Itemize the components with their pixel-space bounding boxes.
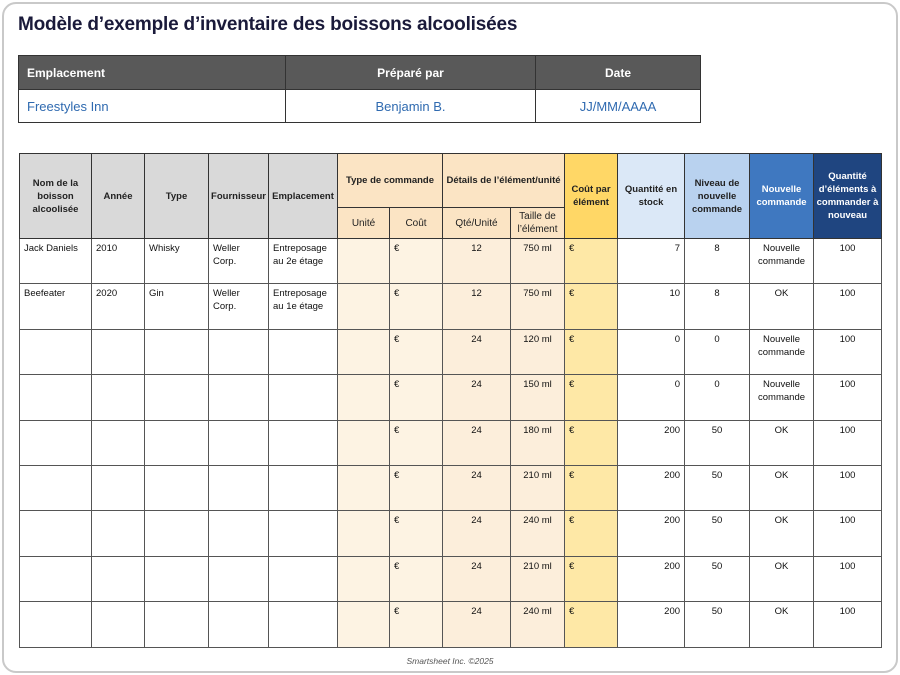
cell-year[interactable] — [92, 602, 145, 647]
page-title: Modèle d’exemple d’inventaire des boissons alcoolisées — [18, 14, 518, 35]
cell-qty-per-unit[interactable]: 24 — [443, 329, 511, 374]
col-header-item-size: Taille de l’élément — [511, 208, 565, 239]
cell-type[interactable]: Whisky — [145, 239, 209, 284]
cell-cost-per-item[interactable]: € — [565, 284, 618, 329]
cell-cost-per-item[interactable]: € — [565, 420, 618, 465]
info-table — [18, 55, 701, 123]
table-row — [20, 556, 882, 601]
cell-year[interactable] — [92, 375, 145, 420]
cell-unit[interactable] — [338, 375, 390, 420]
info-value-row — [19, 90, 701, 123]
table-row — [20, 284, 882, 329]
cell-year[interactable] — [92, 511, 145, 556]
cell-qty-in-stock[interactable]: 200 — [618, 511, 685, 556]
info-location-field[interactable]: Freestyles Inn — [19, 90, 286, 123]
cell-type[interactable] — [145, 329, 209, 374]
cell-item-size[interactable]: 240 ml — [511, 511, 565, 556]
cell-cost[interactable]: € — [390, 465, 443, 510]
cell-cost[interactable]: € — [390, 420, 443, 465]
cell-new-order[interactable]: OK — [750, 511, 814, 556]
col-header-item-details: Détails de l’élément/unité — [443, 154, 565, 208]
cell-qty-to-reorder[interactable]: 100 — [814, 465, 882, 510]
cell-supplier[interactable]: Weller Corp. — [209, 239, 269, 284]
cell-unit[interactable] — [338, 465, 390, 510]
cell-item-size[interactable]: 150 ml — [511, 375, 565, 420]
cell-reorder-level[interactable]: 0 — [685, 329, 750, 374]
col-header-cost: Coût — [390, 208, 443, 239]
cell-type[interactable] — [145, 511, 209, 556]
table-row — [20, 465, 882, 510]
cell-cost[interactable]: € — [390, 329, 443, 374]
cell-supplier[interactable] — [209, 420, 269, 465]
cell-location[interactable] — [269, 420, 338, 465]
table-row — [20, 511, 882, 556]
cell-qty-in-stock[interactable]: 200 — [618, 465, 685, 510]
cell-cost[interactable]: € — [390, 239, 443, 284]
col-header-qty-in-stock: Quantité en stock — [618, 154, 685, 239]
cell-reorder-level[interactable]: 50 — [685, 465, 750, 510]
cell-type[interactable] — [145, 602, 209, 647]
cell-cost-per-item[interactable]: € — [565, 465, 618, 510]
cell-qty-per-unit[interactable]: 12 — [443, 284, 511, 329]
cell-type[interactable] — [145, 556, 209, 601]
cell-item-size[interactable]: 120 ml — [511, 329, 565, 374]
cell-supplier[interactable] — [209, 465, 269, 510]
col-header-supplier: Fournisseur — [209, 154, 269, 239]
cell-location[interactable] — [269, 329, 338, 374]
cell-year[interactable]: 2020 — [92, 284, 145, 329]
cell-qty-in-stock[interactable]: 200 — [618, 556, 685, 601]
col-header-cost-per-item: Coût par élément — [565, 154, 618, 239]
cell-cost[interactable]: € — [390, 375, 443, 420]
cell-qty-in-stock[interactable]: 7 — [618, 239, 685, 284]
cell-type[interactable]: Gin — [145, 284, 209, 329]
cell-new-order[interactable]: Nouvelle commande — [750, 375, 814, 420]
inventory-table — [19, 153, 882, 648]
info-date-field[interactable]: JJ/MM/AAAA — [536, 90, 701, 123]
info-header-location: Emplacement — [19, 56, 286, 90]
cell-item-size[interactable]: 750 ml — [511, 239, 565, 284]
col-header-name: Nom de la boisson alcoolisée — [20, 154, 92, 239]
cell-reorder-level[interactable]: 50 — [685, 602, 750, 647]
cell-unit[interactable] — [338, 329, 390, 374]
cell-name[interactable] — [20, 556, 92, 601]
cell-item-size[interactable]: 180 ml — [511, 420, 565, 465]
cell-reorder-level[interactable]: 50 — [685, 556, 750, 601]
cell-cost[interactable]: € — [390, 284, 443, 329]
table-row — [20, 420, 882, 465]
cell-qty-to-reorder[interactable]: 100 — [814, 284, 882, 329]
col-header-order-type: Type de commande — [338, 154, 443, 208]
table-row — [20, 602, 882, 647]
col-header-new-order: Nouvelle commande — [750, 154, 814, 239]
cell-reorder-level[interactable]: 8 — [685, 239, 750, 284]
cell-qty-to-reorder[interactable]: 100 — [814, 420, 882, 465]
cell-qty-per-unit[interactable]: 24 — [443, 511, 511, 556]
cell-qty-per-unit[interactable]: 24 — [443, 420, 511, 465]
cell-unit[interactable] — [338, 511, 390, 556]
cell-supplier[interactable] — [209, 329, 269, 374]
info-header-prepared-by: Préparé par — [286, 56, 536, 90]
cell-qty-to-reorder[interactable]: 100 — [814, 511, 882, 556]
cell-unit[interactable] — [338, 284, 390, 329]
info-header-date: Date — [536, 56, 701, 90]
cell-supplier[interactable] — [209, 602, 269, 647]
cell-supplier[interactable] — [209, 556, 269, 601]
col-header-type: Type — [145, 154, 209, 239]
cell-qty-to-reorder[interactable]: 100 — [814, 239, 882, 284]
cell-qty-per-unit[interactable]: 12 — [443, 239, 511, 284]
cell-location[interactable]: Entreposage au 1e étage — [269, 284, 338, 329]
cell-qty-to-reorder[interactable]: 100 — [814, 556, 882, 601]
cell-qty-in-stock[interactable]: 200 — [618, 602, 685, 647]
cell-year[interactable] — [92, 465, 145, 510]
cell-type[interactable] — [145, 465, 209, 510]
cell-unit[interactable] — [338, 420, 390, 465]
cell-qty-to-reorder[interactable]: 100 — [814, 329, 882, 374]
cell-cost-per-item[interactable]: € — [565, 239, 618, 284]
cell-supplier[interactable] — [209, 511, 269, 556]
cell-name[interactable] — [20, 602, 92, 647]
cell-new-order[interactable]: Nouvelle commande — [750, 329, 814, 374]
cell-cost-per-item[interactable]: € — [565, 556, 618, 601]
cell-unit[interactable] — [338, 602, 390, 647]
inventory-body — [20, 239, 882, 648]
cell-reorder-level[interactable]: 50 — [685, 420, 750, 465]
col-header-qty-per-unit: Qté/Unité — [443, 208, 511, 239]
cell-type[interactable] — [145, 420, 209, 465]
cell-new-order[interactable]: OK — [750, 284, 814, 329]
table-row — [20, 329, 882, 374]
table-row — [20, 375, 882, 420]
cell-supplier[interactable] — [209, 375, 269, 420]
cell-name[interactable]: Beefeater — [20, 284, 92, 329]
cell-cost-per-item[interactable]: € — [565, 329, 618, 374]
cell-item-size[interactable]: 210 ml — [511, 556, 565, 601]
cell-qty-per-unit[interactable]: 24 — [443, 465, 511, 510]
cell-qty-in-stock[interactable]: 200 — [618, 420, 685, 465]
cell-reorder-level[interactable]: 0 — [685, 375, 750, 420]
cell-year[interactable]: 2010 — [92, 239, 145, 284]
info-prepared-by-field[interactable]: Benjamin B. — [286, 90, 536, 123]
cell-year[interactable] — [92, 420, 145, 465]
info-header-row — [19, 56, 701, 90]
cell-year[interactable] — [92, 329, 145, 374]
cell-new-order[interactable]: OK — [750, 602, 814, 647]
cell-name[interactable] — [20, 375, 92, 420]
cell-cost-per-item[interactable]: € — [565, 602, 618, 647]
cell-type[interactable] — [145, 375, 209, 420]
cell-location[interactable] — [269, 465, 338, 510]
cell-new-order[interactable]: Nouvelle commande — [750, 239, 814, 284]
cell-item-size[interactable]: 210 ml — [511, 465, 565, 510]
cell-location[interactable] — [269, 602, 338, 647]
cell-new-order[interactable]: OK — [750, 556, 814, 601]
cell-reorder-level[interactable]: 8 — [685, 284, 750, 329]
cell-year[interactable] — [92, 556, 145, 601]
cell-cost[interactable]: € — [390, 602, 443, 647]
cell-unit[interactable] — [338, 239, 390, 284]
cell-qty-per-unit[interactable]: 24 — [443, 556, 511, 601]
col-header-location: Emplacement — [269, 154, 338, 239]
table-header-row-1 — [20, 154, 882, 208]
cell-cost[interactable]: € — [390, 556, 443, 601]
cell-cost-per-item[interactable]: € — [565, 375, 618, 420]
cell-cost-per-item[interactable]: € — [565, 511, 618, 556]
cell-location[interactable] — [269, 556, 338, 601]
cell-item-size[interactable]: 750 ml — [511, 284, 565, 329]
cell-new-order[interactable]: OK — [750, 465, 814, 510]
cell-item-size[interactable]: 240 ml — [511, 602, 565, 647]
cell-name[interactable] — [20, 511, 92, 556]
cell-qty-per-unit[interactable]: 24 — [443, 375, 511, 420]
cell-name[interactable] — [20, 420, 92, 465]
cell-qty-to-reorder[interactable]: 100 — [814, 375, 882, 420]
cell-location[interactable]: Entreposage au 2e étage — [269, 239, 338, 284]
table-row — [20, 239, 882, 284]
cell-qty-in-stock[interactable]: 0 — [618, 375, 685, 420]
cell-location[interactable] — [269, 511, 338, 556]
col-header-qty-to-reorder: Quantité d’éléments à commander à nouveau — [814, 154, 882, 239]
cell-location[interactable] — [269, 375, 338, 420]
footer-credit: Smartsheet Inc. ©2025 — [406, 656, 494, 666]
cell-new-order[interactable]: OK — [750, 420, 814, 465]
cell-name[interactable] — [20, 329, 92, 374]
cell-unit[interactable] — [338, 556, 390, 601]
cell-name[interactable]: Jack Daniels — [20, 239, 92, 284]
cell-qty-in-stock[interactable]: 0 — [618, 329, 685, 374]
cell-reorder-level[interactable]: 50 — [685, 511, 750, 556]
col-header-unit: Unité — [338, 208, 390, 239]
cell-supplier[interactable]: Weller Corp. — [209, 284, 269, 329]
cell-qty-in-stock[interactable]: 10 — [618, 284, 685, 329]
col-header-year: Année — [92, 154, 145, 239]
col-header-reorder-level: Niveau de nouvelle commande — [685, 154, 750, 239]
cell-qty-per-unit[interactable]: 24 — [443, 602, 511, 647]
cell-name[interactable] — [20, 465, 92, 510]
cell-qty-to-reorder[interactable]: 100 — [814, 602, 882, 647]
cell-cost[interactable]: € — [390, 511, 443, 556]
